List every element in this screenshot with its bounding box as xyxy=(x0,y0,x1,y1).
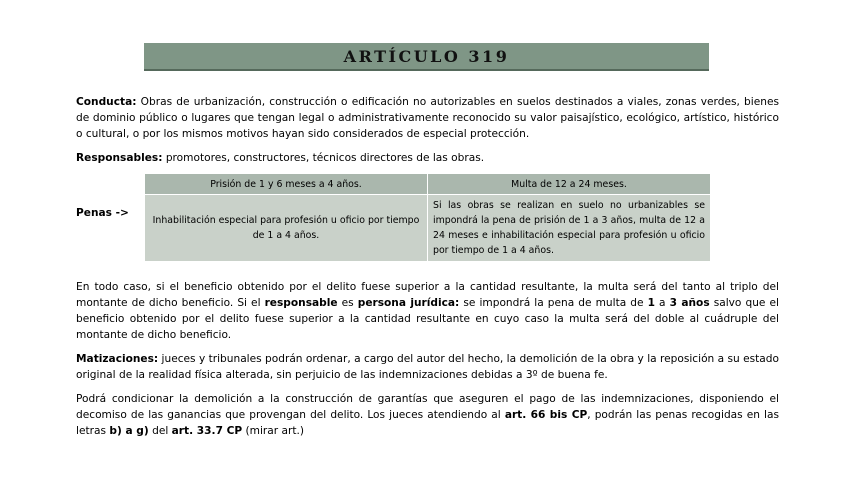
demolicion-bold-art-33-7: art. 33.7 CP xyxy=(171,425,243,437)
beneficio-paragraph xyxy=(76,279,779,343)
penas-header-row xyxy=(145,174,711,195)
responsables-text: promotores, constructores, técnicos directores de las obras. xyxy=(162,152,485,164)
conducta-text: Obras de urbanización, construcción o edificación no autorizables en suelos destinados a viales, zonas verdes, bienes de dominio público o lugares que tengan legal o administrativamente reconocido su valor paisajístico, ecológico, artístico, histórico o cultural, o por los mismos motivos hayan sido considerados de especial protección. xyxy=(76,96,779,140)
beneficio-text-1: En todo caso, si el beneficio obtenido por el delito fuese superior a la cantidad resultante, la multa será del tanto al triplo del montante de dicho beneficio. Si el xyxy=(76,281,779,309)
matizaciones-text: jueces y tribunales podrán ordenar, a cargo del autor del hecho, la demolición de la obra y la reposición a su estado original de la realidad física alterada, sin perjuicio de las indemnizaciones debidas a 3º de buena fe. xyxy=(76,353,779,381)
beneficio-bold-1: 1 xyxy=(647,297,655,309)
penas-cell-inhabilitacion: Inhabilitación especial para profesión u oficio por tiempo de 1 a 4 años. xyxy=(145,195,428,262)
demolicion-text-3: del xyxy=(148,425,172,437)
beneficio-bold-persona-juridica: persona jurídica: xyxy=(357,297,460,309)
demolicion-text-2: , podrán las penas recogidas en las letras xyxy=(76,409,780,437)
conducta-paragraph xyxy=(76,94,779,142)
demolicion-text-4: (mirar art.) xyxy=(242,425,305,437)
demolicion-bold-letras: b) a g) xyxy=(109,425,149,437)
penas-header-multa: Multa de 12 a 24 meses. xyxy=(428,174,711,195)
penas-table xyxy=(144,173,711,262)
matizaciones-label: Matizaciones: xyxy=(76,353,159,365)
penas-cell-suelo-no-urbanizable: Si las obras se realizan en suelo no urbanizables se impondrá la pena de prisión de 1 a 3 años, multa de 12 a 24 meses e inhabilitación especial para profesión u oficio por tiempo de 1 a 4 años. xyxy=(428,195,711,262)
beneficio-text-3: se impondrá la pena de multa de xyxy=(459,297,648,309)
beneficio-bold-responsable: responsable xyxy=(264,297,338,309)
responsables-paragraph xyxy=(76,150,779,166)
responsables-label: Responsables: xyxy=(76,152,163,164)
beneficio-text-2: es xyxy=(337,297,358,309)
penas-label: Penas -> xyxy=(76,207,129,219)
beneficio-text-4: a xyxy=(654,297,670,309)
beneficio-bold-3-anos: 3 años xyxy=(669,297,710,309)
conducta-label: Conducta: xyxy=(76,96,137,108)
demolicion-bold-art-66-bis: art. 66 bis CP xyxy=(504,409,588,421)
penas-header-prision: Prisión de 1 y 6 meses a 4 años. xyxy=(145,174,428,195)
demolicion-text-1: Podrá condicionar la demolición a la construcción de garantías que aseguren el pago de las indemnizaciones, disponiendo el decomiso de las ganancias que provengan del delito. Los jueces atendiendo al xyxy=(76,393,779,421)
article-title: ARTÍCULO 319 xyxy=(343,46,510,66)
penas-body-row xyxy=(145,195,711,262)
matizaciones-paragraph xyxy=(76,351,779,383)
article-title-bar xyxy=(144,43,709,71)
demolicion-paragraph xyxy=(76,391,779,439)
beneficio-text-5: salvo que el beneficio obtenido por el delito fuese superior a la cantidad resultante en cuyo caso la multa será del doble al cuádruple del montante de dicho beneficio. xyxy=(76,297,779,341)
